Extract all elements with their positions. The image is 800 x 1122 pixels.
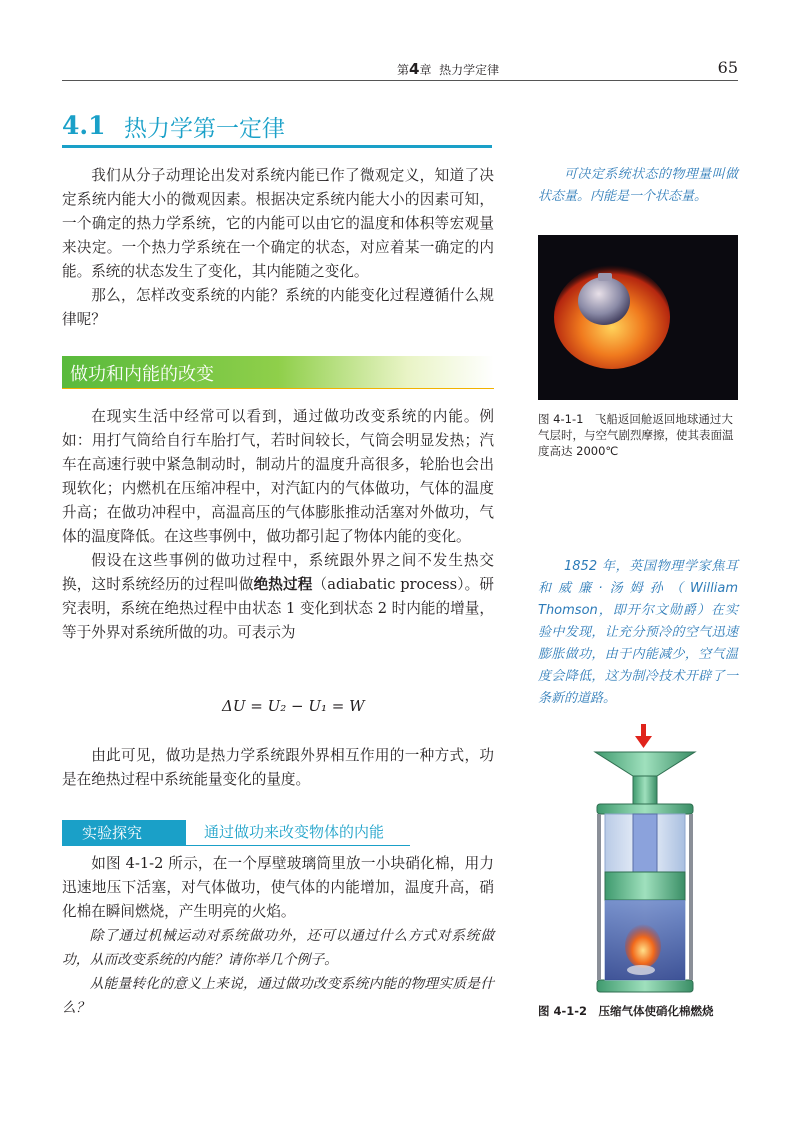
section-number: 4.1 — [62, 111, 106, 140]
page-number: 65 — [717, 58, 738, 77]
subsection-underline — [62, 388, 494, 389]
chapter-label: 第4章 热力学定律 — [397, 60, 500, 78]
running-header — [62, 58, 738, 81]
body-paragraph: 由此可见，做功是热力学系统跟外界相互作用的一种方式，功是在绝热过程中系统能量变化的量度。 — [62, 747, 494, 788]
experiment-tag: 实验探究 — [62, 820, 186, 846]
body-paragraph: 在现实生活中经常可以看到，通过做功改变系统的内能。例如：用打气筒给自行车胎打气，若时间较长，气筒会明显发热；汽车在高速行驶中紧急制动时，制动片的温度升高很多，轮胎也会出现软化；内燃机在压缩冲程中，对汽缸内的气体做功，气体的温度升高；在做功冲程中，高温高压的气体膨胀推动活塞对外做功，气体的温度降低。在这些事例中，做功都引起了物体内能的变化。 — [62, 408, 494, 545]
subsection-band — [62, 356, 494, 388]
figure-caption-4-1-2: 图 4-1-2 压缩气体使硝化棉燃烧 — [538, 1004, 714, 1018]
intro-paragraph: 我们从分子动理论出发对系统内能已作了微观定义，知道了决定系统内能大小的微观因素。根据决定系统内能大小的因素可知，一个确定的热力学系统，它的内能可以由它的温度和体积等宏观量来决定。一个热力学系统在一个确定的状态，对应着某一确定的内能。系统的状态发生了变化，其内能随之变化。 — [62, 167, 494, 280]
intro-paragraph: 那么，怎样改变系统的内能？系统的内能变化过程遵循什么规律呢？ — [62, 287, 494, 328]
section-rule — [62, 145, 492, 148]
key-term: 绝热过程 — [253, 576, 313, 593]
question-paragraph: 除了通过机械运动对系统做功外，还可以通过什么方式对系统做功，从而改变系统的内能？请你举几个例子。 — [62, 928, 494, 968]
intro-text — [62, 164, 494, 332]
force-arrow — [641, 724, 646, 738]
conclusion-text — [62, 744, 494, 792]
question-paragraph: 从能量转化的意义上来说，通过做功改变系统内能的物理实质是什么？ — [62, 976, 494, 1016]
body-text — [62, 405, 494, 645]
formula: ΔU = U₂ − U₁ = W — [222, 697, 365, 715]
subsection-title: 做功和内能的改变 — [70, 364, 214, 385]
piston-handle — [595, 752, 695, 776]
margin-note-state-quantity: 可决定系统状态的物理量叫做状态量。内能是一个状态量。 — [538, 167, 738, 204]
experiment-underline — [186, 845, 410, 846]
figure-caption-4-1-1: 图 4-1-1 飞船返回舱返回地球通过大气层时，与空气剧烈摩擦，使其表面温度高达 2000℃ — [538, 412, 734, 458]
margin-note-joule-thomson: 1852 年，英国物理学家焦耳和威廉·汤姆孙（William Thomson，即开尔文勋爵）在实验中发现，让充分预冷的空气迅速膨胀做功，由于内能减少，空气温度会降低，这为制冷技术开辟了一条新的道路。 — [538, 559, 738, 706]
experiment-text — [62, 852, 494, 1020]
section-title: 热力学第一定律 — [124, 116, 285, 142]
experiment-paragraph: 如图 4-1-2 所示，在一个厚壁玻璃筒里放一小块硝化棉，用力迅速地压下活塞，对气体做功，使气体的内能增加，温度升高，硝化棉在瞬间燃烧，产生明亮的火焰。 — [62, 855, 494, 920]
capsule — [578, 277, 630, 325]
piston — [605, 872, 685, 900]
figure-piston-apparatus — [575, 724, 715, 996]
flame — [625, 924, 661, 968]
body-paragraph: 假设在这些事例的做功过程中，系统跟外界之间不发生热交换，这时系统经历的过程叫做绝热过程（adiabatic process）。研究表明，系统在绝热过程中由状态 1 变化到状态 2 时内能的增量，等于外界对系统所做的功。可表示为 — [62, 552, 494, 641]
figure-reentry-capsule — [538, 235, 738, 400]
reentry-capsule-illustration — [538, 235, 738, 400]
experiment-title: 通过做功来改变物体的内能 — [204, 823, 385, 841]
